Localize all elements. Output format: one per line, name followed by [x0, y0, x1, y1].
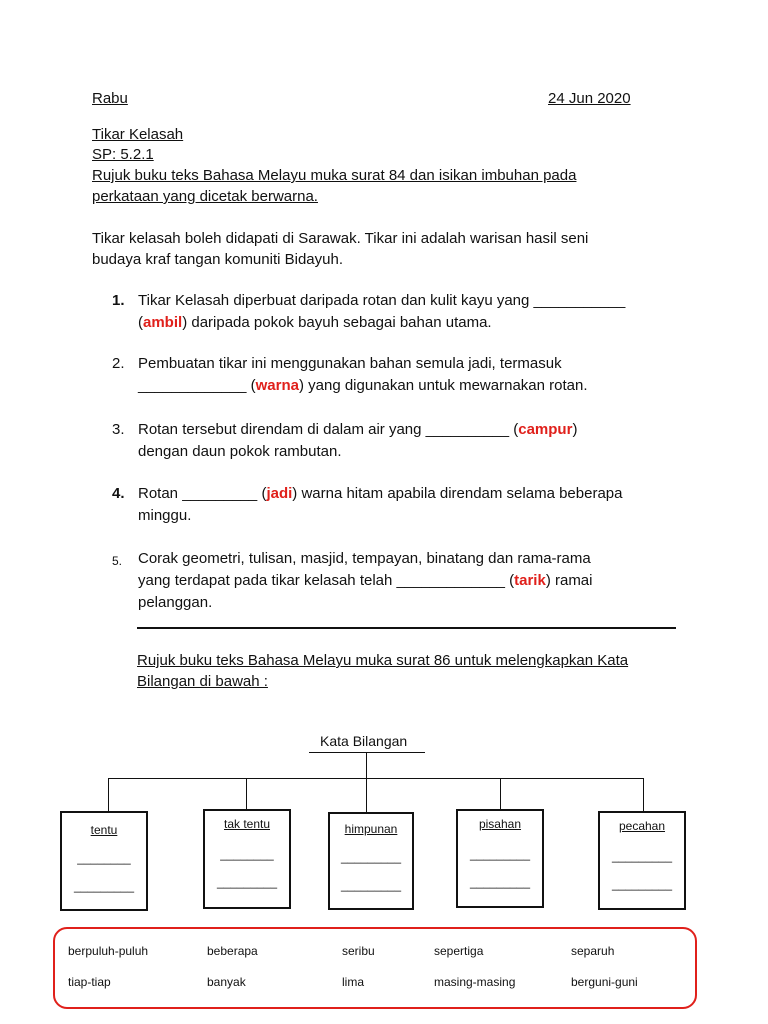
connector-line: [108, 778, 109, 811]
word-bank-item: sepertiga: [434, 944, 484, 958]
category-box-pisahan: [456, 809, 544, 908]
answer-blank: _________: [611, 849, 673, 863]
word-bank-item: seribu: [342, 944, 375, 958]
answer-blank: _________: [611, 877, 673, 891]
word-bank-item: lima: [342, 975, 365, 989]
word-bank-item: masing-masing: [434, 975, 516, 989]
answer-blank: _________: [469, 875, 531, 889]
connector-line: [366, 752, 367, 778]
instruction-1-line-2: perkataan yang dicetak berwarna.: [92, 188, 318, 205]
answer-blank: _________: [73, 879, 135, 893]
connector-line: [246, 778, 247, 809]
question-5-line-1: Corak geometri, tulisan, masjid, tempayan, binatang dan rama-rama: [138, 550, 591, 567]
answer-blank: ________: [220, 847, 274, 861]
instruction-2-line-1: Rujuk buku teks Bahasa Melayu muka surat 86 untuk melengkapkan Kata: [137, 652, 629, 669]
connector-line: [108, 778, 643, 779]
intro-line-2: budaya kraf tangan komuniti Bidayuh.: [92, 251, 343, 268]
answer-blank: _________: [216, 875, 278, 889]
category-box-tak-tentu: [203, 809, 291, 909]
word-bank: [53, 927, 697, 1009]
word-bank-item: tiap-tiap: [68, 975, 111, 989]
answer-blank: _________: [469, 847, 531, 861]
answer-blank: ________: [77, 851, 131, 865]
question-3-line-1: Rotan tersebut direndam di dalam air yang __________ (campur): [138, 421, 578, 438]
question-1-line-2: (ambil) daripada pokok bayuh sebagai bahan utama.: [138, 314, 492, 331]
word-bank-item: berguni-guni: [571, 975, 638, 989]
root-word: campur: [518, 421, 573, 438]
answer-blank: _________: [340, 878, 402, 892]
category-box-himpunan: [328, 812, 414, 910]
category-box-pecahan: [598, 811, 686, 910]
category-label: himpunan: [344, 822, 398, 836]
word-bank-item: berpuluh-puluh: [68, 944, 149, 958]
word-bank-item: separuh: [571, 944, 615, 958]
category-label: tak tentu: [223, 817, 271, 831]
word-bank-item: beberapa: [207, 944, 258, 958]
question-5-line-2: yang terdapat pada tikar kelasah telah _____________ (tarik) ramai: [138, 572, 593, 589]
root-word: jadi: [266, 485, 293, 502]
question-4-line-1: Rotan _________ (jadi) warna hitam apabila direndam selama beberapa: [138, 485, 623, 502]
question-4-line-2: minggu.: [138, 507, 192, 524]
question-number: 2.: [112, 355, 125, 372]
instruction-1-line-1: Rujuk buku teks Bahasa Melayu muka surat 84 dan isikan imbuhan pada: [92, 167, 577, 184]
answer-blank: _________: [340, 850, 402, 864]
question-number: 4.: [112, 485, 125, 502]
root-word: tarik: [514, 572, 546, 589]
question-1-line-1: Tikar Kelasah diperbuat daripada rotan dan kulit kayu yang ___________: [138, 292, 626, 309]
category-label: pecahan: [618, 819, 666, 833]
question-5-line-3: pelanggan.: [138, 594, 213, 611]
question-3-line-2: dengan daun pokok rambutan.: [138, 443, 342, 460]
question-2-line-1: Pembuatan tikar ini menggunakan bahan semula jadi, termasuk: [138, 355, 562, 372]
question-number: 3.: [112, 421, 125, 438]
word-bank-item: banyak: [207, 975, 246, 989]
document-title: Tikar Kelasah: [92, 126, 184, 143]
root-word: warna: [255, 377, 299, 394]
question-number: 5.: [112, 554, 123, 568]
date-label: 24 Jun 2020: [548, 90, 631, 107]
question-2-line-2: _____________ (warna) yang digunakan untuk mewarnakan rotan.: [138, 377, 588, 394]
instruction-2-line-2: Bilangan di bawah :: [137, 673, 268, 690]
day-label: Rabu: [92, 90, 128, 107]
root-underline: [309, 752, 425, 753]
diagram-root-label: Kata Bilangan: [320, 733, 408, 749]
category-box-tentu: [60, 811, 148, 911]
intro-line-1: Tikar kelasah boleh didapati di Sarawak. Tikar ini adalah warisan hasil seni: [92, 230, 589, 247]
root-word: ambil: [143, 314, 183, 331]
category-label: pisahan: [478, 817, 522, 831]
category-label: tentu: [90, 823, 118, 837]
connector-line: [643, 778, 644, 811]
connector-line: [366, 778, 367, 812]
question-number: 1.: [112, 292, 125, 309]
connector-line: [500, 778, 501, 809]
sp-code: SP: 5.2.1: [92, 146, 154, 163]
